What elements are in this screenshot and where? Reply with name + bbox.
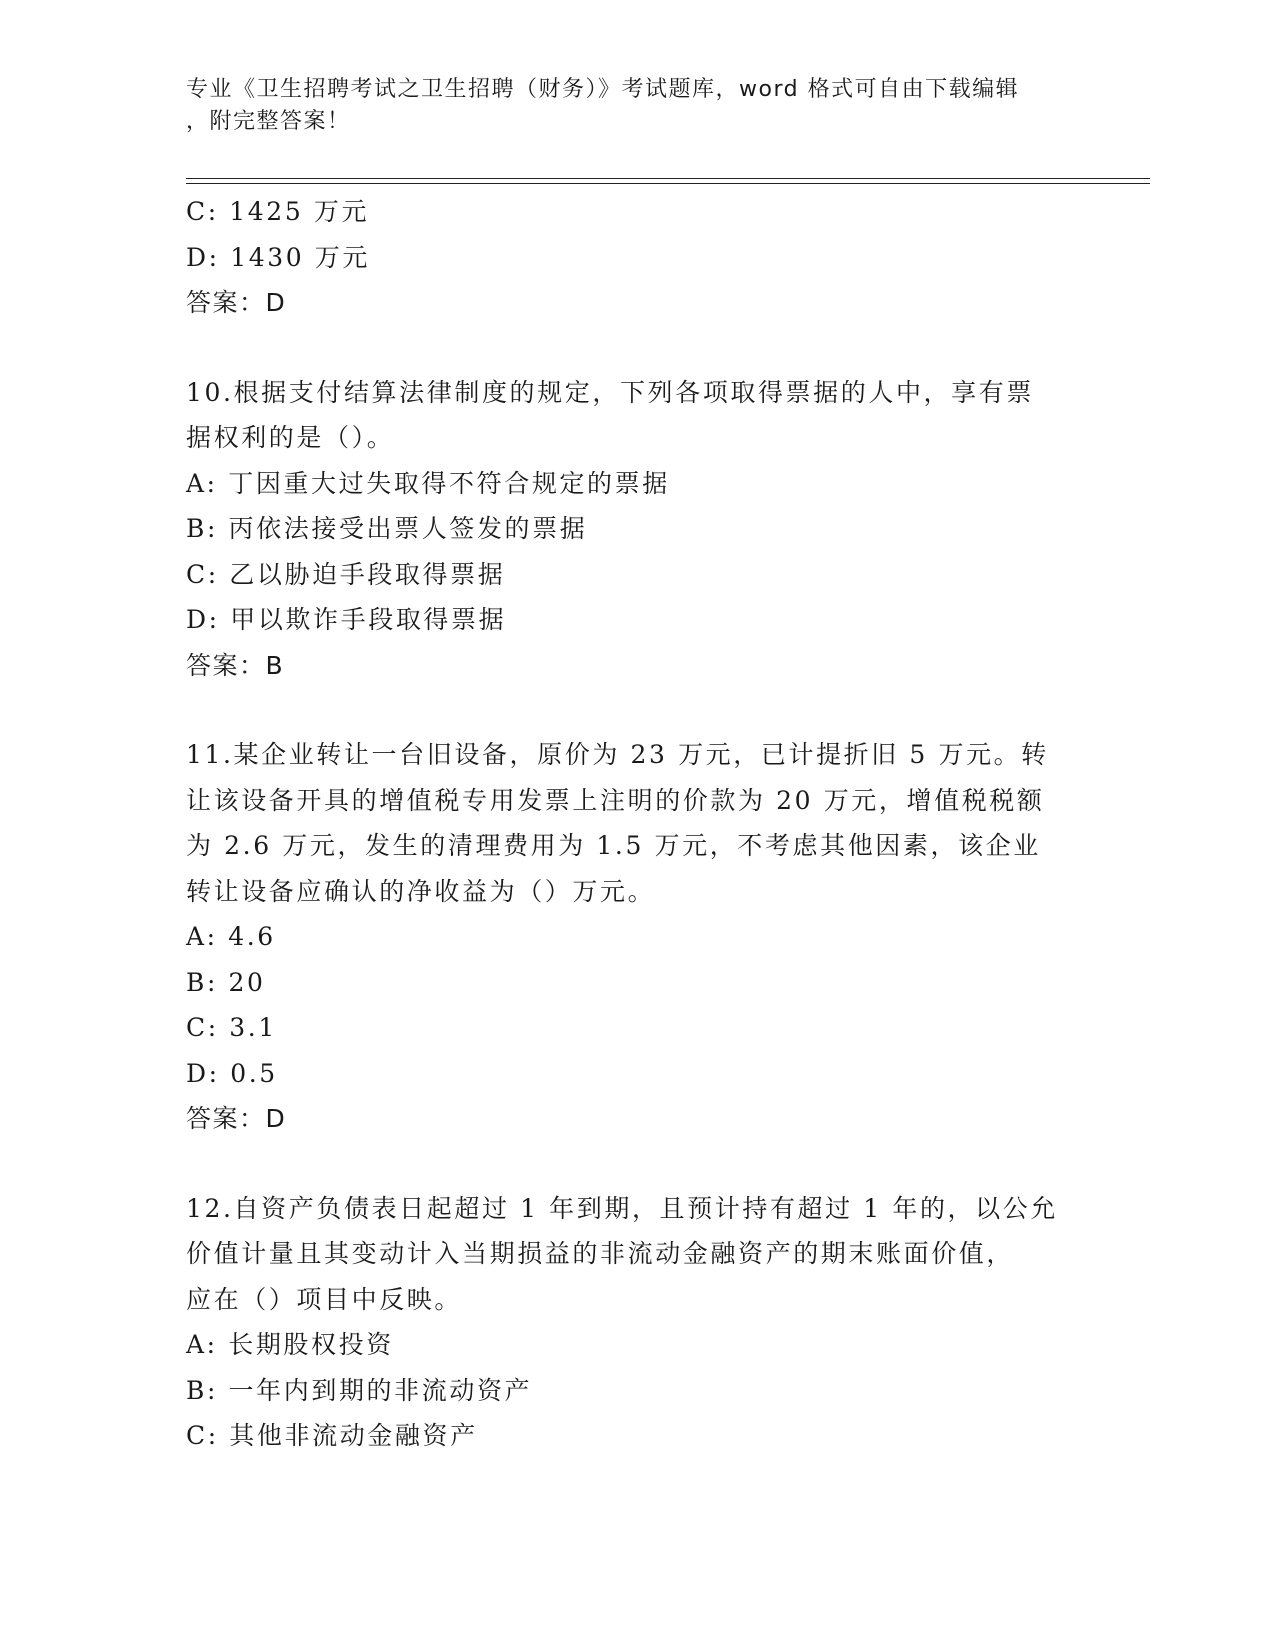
answer: 答案：D bbox=[186, 1104, 287, 1133]
question-stem: 价值计量且其变动计入当期损益的非流动金融资产的期末账面价值， bbox=[186, 1239, 1015, 1268]
question-stem: 转让设备应确认的净收益为（）万元。 bbox=[186, 876, 656, 906]
header-line-2: ，附完整答案！ bbox=[186, 109, 351, 134]
spacer bbox=[186, 688, 1086, 732]
question-stem: 应在（）项目中反映。 bbox=[186, 1284, 463, 1314]
header-divider-top bbox=[186, 178, 1150, 179]
option-c: C: 3.1 bbox=[186, 1013, 277, 1042]
question-list bbox=[186, 189, 1086, 1459]
option-b: B: 一年内到期的非流动资产 bbox=[186, 1375, 533, 1405]
option-d: D: 0.5 bbox=[186, 1058, 278, 1088]
header-line-1: 专业《卫生招聘考试之卫生招聘（财务）》考试题库，word 格式可自由下载编辑 bbox=[186, 77, 1020, 102]
question-stem: 10.根据支付结算法律制度的规定，下列各项取得票据的人中，享有票 bbox=[186, 377, 1034, 407]
question-stem: 据权利的是（）。 bbox=[186, 423, 395, 452]
option-b: B: 丙依法接受出票人签发的票据 bbox=[186, 514, 588, 543]
option-d: D: 甲以欺诈手段取得票据 bbox=[186, 605, 507, 634]
question-12 bbox=[186, 1186, 1086, 1459]
spacer bbox=[186, 1142, 1086, 1186]
question-9-tail bbox=[186, 189, 1086, 326]
header-divider-bottom bbox=[186, 183, 1150, 184]
option-b: B: 20 bbox=[186, 967, 266, 997]
answer: 答案：D bbox=[186, 288, 287, 317]
question-stem: 为 2.6 万元，发生的清理费用为 1.5 万元，不考虑其他因素，该企业 bbox=[186, 831, 1041, 860]
option-a: A: 长期股权投资 bbox=[186, 1330, 394, 1359]
question-stem: 让该设备开具的增值税专用发票上注明的价款为 20 万元，增值税税额 bbox=[186, 785, 1045, 815]
option-a: A: 丁因重大过失取得不符合规定的票据 bbox=[186, 468, 670, 498]
option-c: C: 1425 万元 bbox=[186, 197, 370, 226]
question-11 bbox=[186, 732, 1086, 1142]
option-c: C: 乙以胁迫手段取得票据 bbox=[186, 559, 506, 589]
spacer bbox=[186, 326, 1086, 370]
page-header bbox=[186, 74, 1086, 138]
answer: 答案：B bbox=[186, 650, 285, 680]
question-stem: 11.某企业转让一台旧设备，原价为 23 万元，已计提折旧 5 万元。转 bbox=[186, 740, 1049, 769]
option-a: A: 4.6 bbox=[186, 922, 276, 951]
question-10 bbox=[186, 370, 1086, 689]
option-c: C: 其他非流动金融资产 bbox=[186, 1421, 478, 1450]
option-d: D: 1430 万元 bbox=[186, 242, 370, 272]
question-stem: 12.自资产负债表日起超过 1 年到期，且预计持有超过 1 年的，以公允 bbox=[186, 1193, 1058, 1223]
